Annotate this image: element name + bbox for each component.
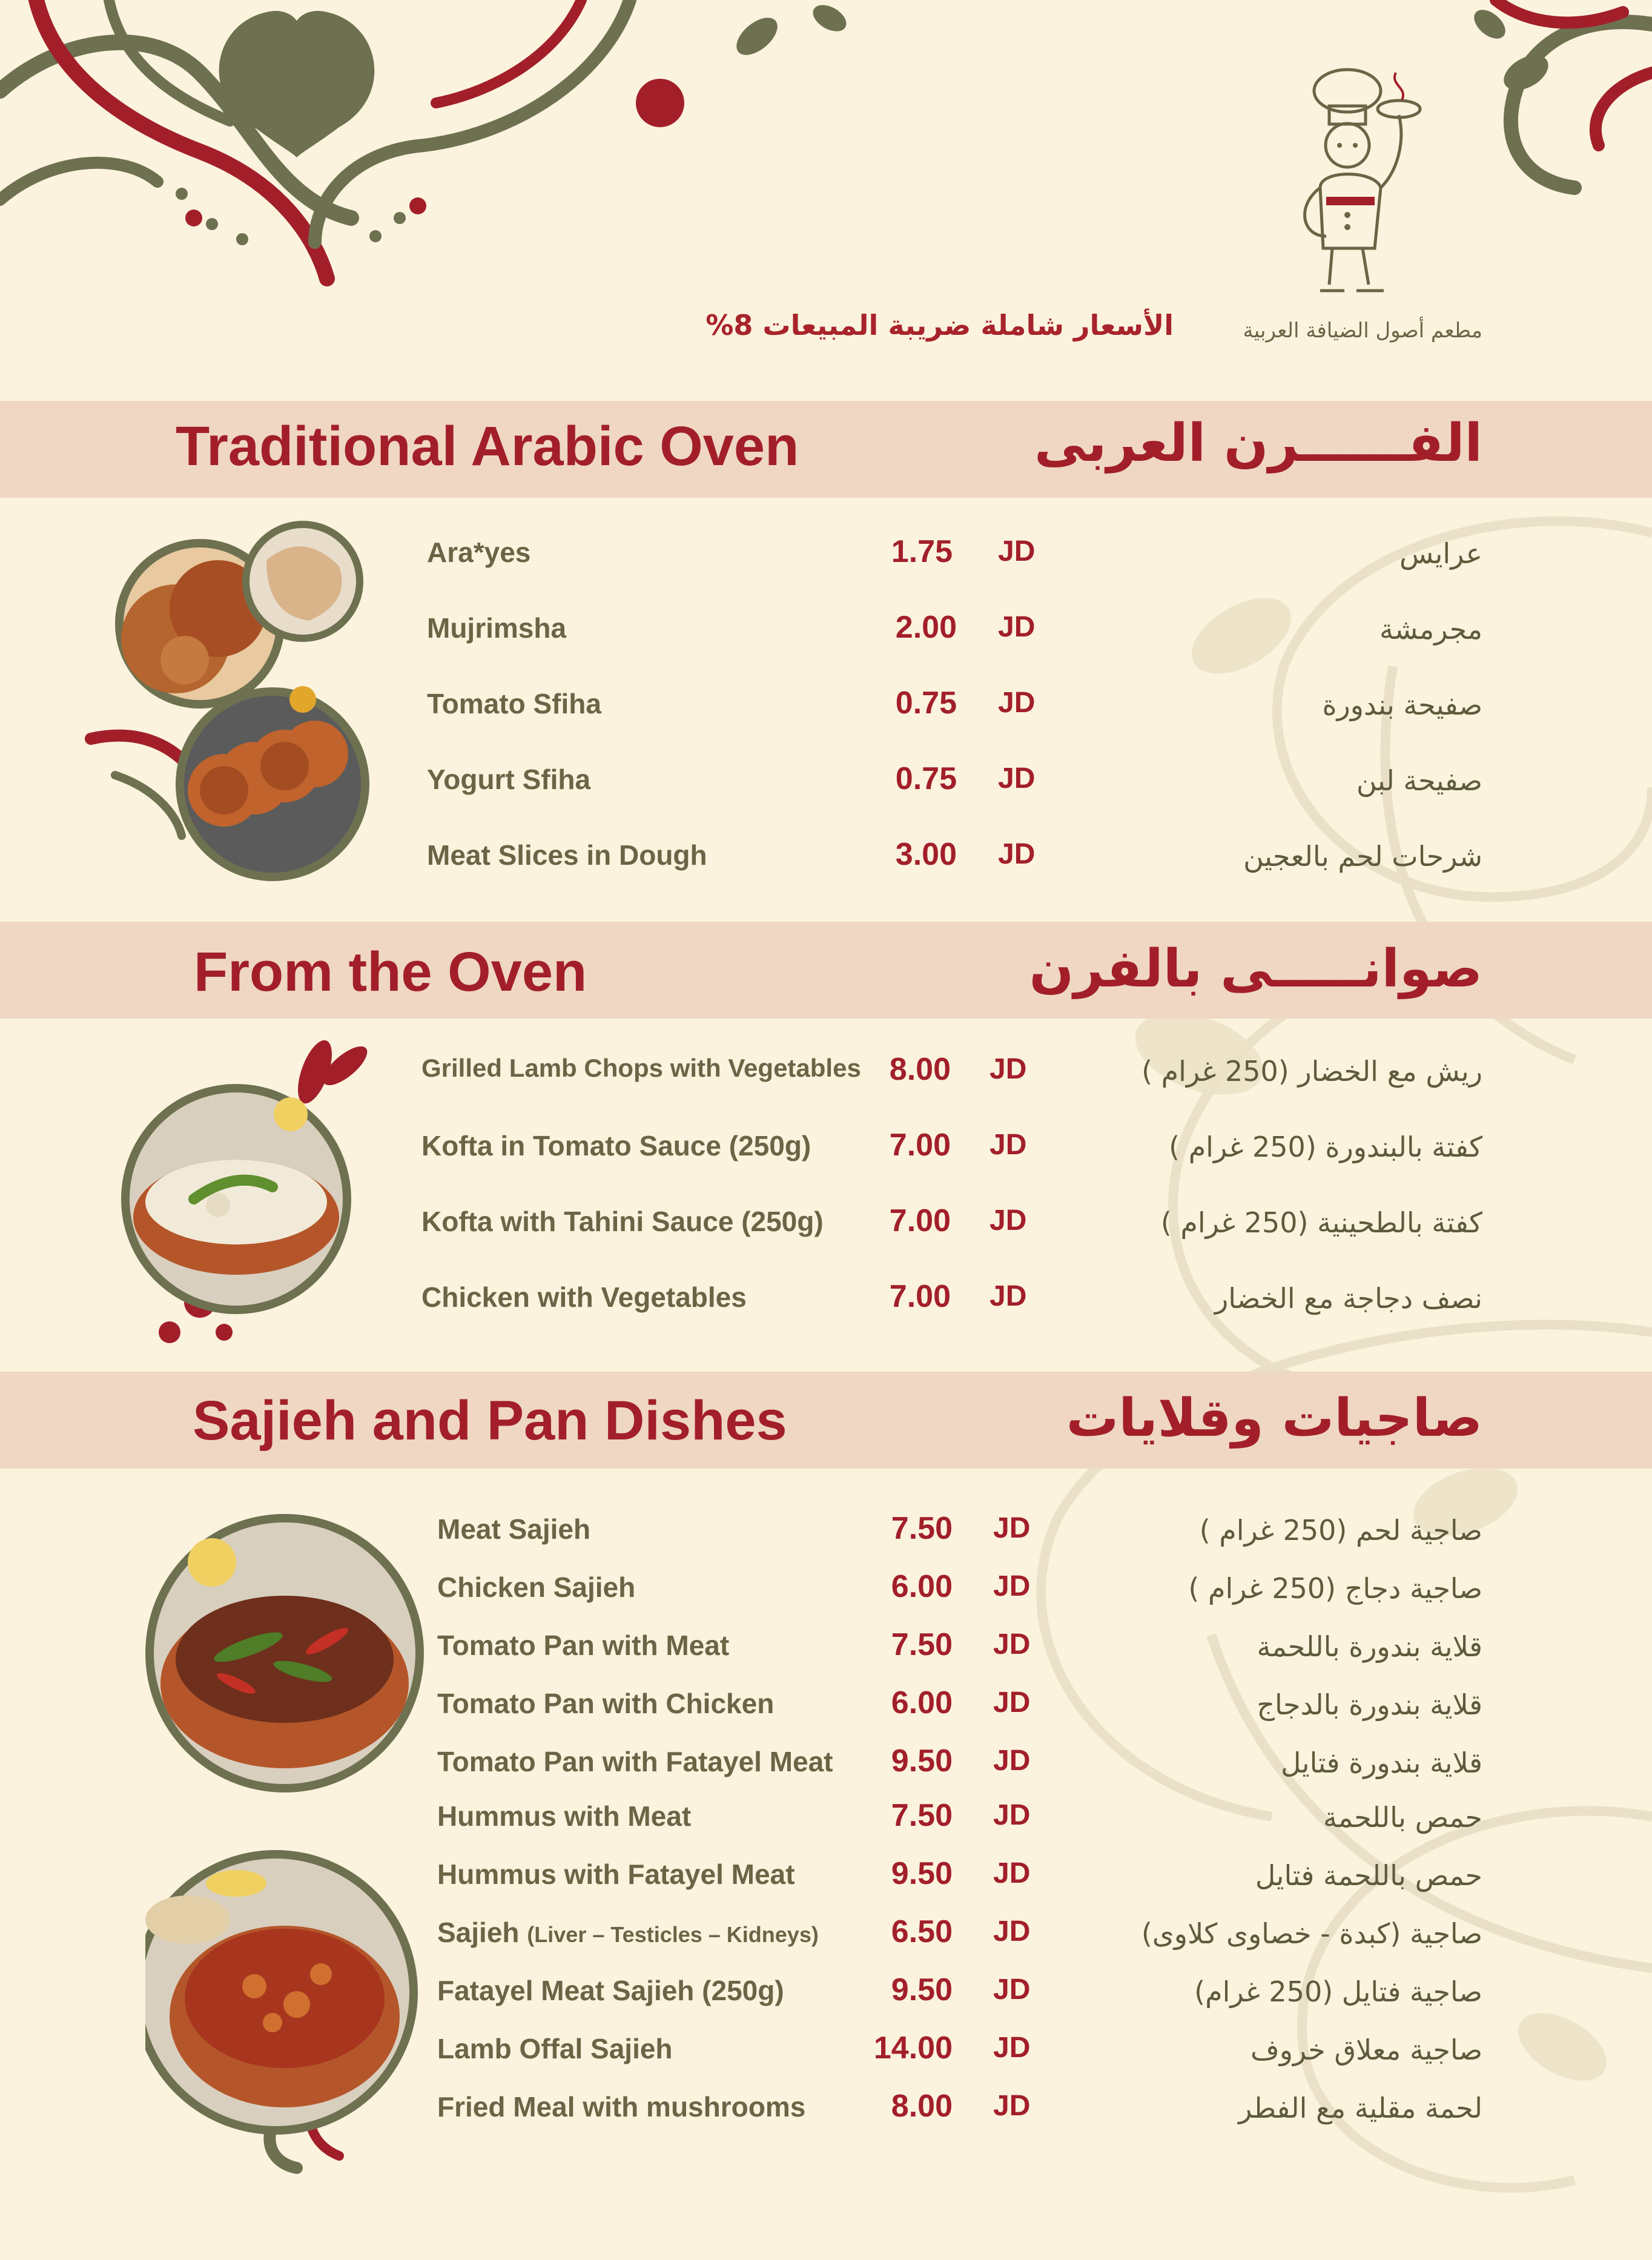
menu-item xyxy=(0,1623,1652,1677)
menu-item xyxy=(0,1048,1652,1102)
item-currency: JD xyxy=(990,1280,1027,1312)
item-price: 7.50 xyxy=(891,1798,953,1833)
item-price: 14.00 xyxy=(873,2030,953,2066)
item-name-ar: نصف دجاجة مع الخضار xyxy=(1215,1282,1482,1315)
item-currency: JD xyxy=(993,1570,1031,1602)
item-name-ar: صاجية معلاق خروف xyxy=(1251,2034,1482,2066)
item-name-ar: شرحات لحم بالعجين xyxy=(1243,840,1482,873)
item-name-ar: حمص باللحمة فتايل xyxy=(1255,1859,1482,1892)
item-name-note: (Liver – Testicles – Kidneys) xyxy=(527,1922,819,1947)
item-price: 0.75 xyxy=(895,761,957,796)
menu-item xyxy=(0,1199,1652,1254)
menu-item xyxy=(0,530,1652,584)
item-name-ar: صاجية دجاج (250 غرام ) xyxy=(1188,1572,1482,1605)
item-price: 0.75 xyxy=(895,686,957,721)
menu-item xyxy=(0,1275,1652,1329)
item-price: 6.00 xyxy=(891,1569,953,1604)
item-name-en: Fatayel Meat Sajieh (250g) xyxy=(437,1975,784,2006)
menu-item xyxy=(0,1852,1652,1906)
item-price: 7.00 xyxy=(889,1279,951,1314)
item-currency: JD xyxy=(993,1799,1031,1831)
item-name-en: Meat Slices in Dough xyxy=(427,839,707,871)
section-title-ar: صاجيات وقلايات xyxy=(1066,1388,1482,1449)
menu-item xyxy=(0,2026,1652,2081)
menu-item xyxy=(0,757,1652,811)
restaurant-name: مطعم أصول الضيافة العربية xyxy=(1243,319,1482,343)
item-price: 9.50 xyxy=(891,1856,953,1891)
menu-item xyxy=(0,833,1652,887)
section-title-en: Sajieh and Pan Dishes xyxy=(193,1390,787,1452)
item-name-ar: لحمة مقلية مع الفطر xyxy=(1238,2092,1482,2124)
item-name-en: Hummus with Fatayel Meat xyxy=(437,1859,795,1890)
item-currency: JD xyxy=(993,1857,1031,1889)
item-name-ar: قلاية بندورة باللحمة xyxy=(1257,1630,1482,1663)
item-currency: JD xyxy=(993,1628,1031,1660)
item-price: 9.50 xyxy=(891,1972,953,2007)
item-name-ar: صاجية (كبدة - خصاوى كلاوى) xyxy=(1141,1917,1482,1950)
item-name-en: Tomato Pan with Chicken xyxy=(437,1688,775,1719)
item-price: 7.00 xyxy=(889,1128,951,1163)
item-price: 3.00 xyxy=(895,837,957,872)
item-name-en: Ara*yes xyxy=(427,537,531,568)
item-price: 1.75 xyxy=(891,534,953,569)
item-price: 6.50 xyxy=(891,1914,953,1949)
item-currency: JD xyxy=(993,1974,1031,2006)
section-title-en: Traditional Arabic Oven xyxy=(176,415,799,477)
item-name-ar: صاجية لحم (250 غرام ) xyxy=(1199,1514,1482,1547)
item-name-en: Hummus with Meat xyxy=(437,1800,692,1832)
item-name-en: Lamb Offal Sajieh xyxy=(437,2033,673,2064)
item-currency: JD xyxy=(993,1687,1031,1719)
item-name-en: Kofta with Tahini Sauce (250g) xyxy=(421,1206,824,1237)
menu-item xyxy=(0,1565,1652,1619)
item-name-ar: ريش مع الخضار (250 غرام ) xyxy=(1142,1055,1482,1088)
item-name-ar: صاجية فتايل (250 غرام) xyxy=(1194,1975,1482,2008)
item-name-en: Meat Sajieh xyxy=(437,1513,591,1545)
item-name-ar: كفتة بالطحينية (250 غرام ) xyxy=(1160,1206,1482,1239)
item-price: 2.00 xyxy=(895,610,957,645)
item-name-en: Grilled Lamb Chops with Vegetables xyxy=(421,1054,861,1082)
item-name-ar: صفيحة بندورة xyxy=(1322,689,1482,721)
item-name-ar: مجرمشة xyxy=(1379,613,1482,646)
item-price: 8.00 xyxy=(889,1052,951,1087)
item-name-ar: قلاية بندورة فتايل xyxy=(1280,1746,1482,1779)
item-name-en xyxy=(437,1916,819,1949)
item-currency: JD xyxy=(993,2090,1031,2122)
menu-item xyxy=(0,1123,1652,1178)
item-name-en: Kofta in Tomato Sauce (250g) xyxy=(421,1130,811,1161)
item-name-ar: قلاية بندورة بالدجاج xyxy=(1257,1688,1482,1721)
item-currency: JD xyxy=(998,535,1036,567)
item-name-en: Fried Meal with mushrooms xyxy=(437,2091,806,2123)
menu-item xyxy=(0,1507,1652,1561)
item-currency: JD xyxy=(990,1053,1027,1085)
item-currency: JD xyxy=(990,1204,1027,1237)
item-name-ar: صفيحة لبن xyxy=(1356,764,1482,797)
item-currency: JD xyxy=(998,838,1036,870)
item-name-en: Mujrimsha xyxy=(427,612,567,644)
menu-item xyxy=(0,606,1652,660)
item-name-ar: حمص باللحمة xyxy=(1323,1801,1482,1834)
item-currency: JD xyxy=(993,1512,1031,1544)
item-price: 6.00 xyxy=(891,1685,953,1720)
item-name-en: Chicken with Vegetables xyxy=(421,1281,747,1313)
item-name-ar: كفتة بالبندورة (250 غرام ) xyxy=(1169,1131,1482,1163)
item-price: 7.00 xyxy=(889,1203,951,1238)
chef-logo xyxy=(1284,67,1423,309)
item-currency: JD xyxy=(998,687,1036,719)
item-name-ar: عرايس xyxy=(1399,537,1482,570)
item-price: 7.50 xyxy=(891,1627,953,1662)
item-price: 7.50 xyxy=(891,1511,953,1546)
section-title-ar: الفــــــرن العربى xyxy=(1034,413,1482,474)
menu-item xyxy=(0,681,1652,736)
item-currency: JD xyxy=(993,1745,1031,1777)
section-title-en: From the Oven xyxy=(194,941,587,1003)
item-currency: JD xyxy=(990,1129,1027,1161)
menu-item xyxy=(0,1968,1652,2023)
item-name-en: Tomato Pan with Meat xyxy=(437,1630,730,1661)
menu-item xyxy=(0,1739,1652,1794)
item-currency: JD xyxy=(993,2032,1031,2064)
item-name-main: Sajieh xyxy=(437,1917,520,1948)
item-currency: JD xyxy=(998,762,1036,795)
section-title-ar: صوانـــــى بالفرن xyxy=(1029,939,1482,999)
item-name-en: Yogurt Sfiha xyxy=(427,764,591,795)
item-price: 9.50 xyxy=(891,1743,953,1779)
item-currency: JD xyxy=(998,611,1036,643)
item-name-en: Tomato Pan with Fatayel Meat xyxy=(437,1746,833,1777)
tax-note: الأسعار شاملة ضريبة المبيعات 8% xyxy=(705,309,1174,342)
item-currency: JD xyxy=(993,1915,1031,1948)
menu-item xyxy=(0,1910,1652,1964)
item-name-en: Tomato Sfiha xyxy=(427,688,601,719)
item-name-en: Chicken Sajieh xyxy=(437,1571,636,1603)
item-price: 8.00 xyxy=(891,2089,953,2124)
menu-item xyxy=(0,1794,1652,1848)
menu-item xyxy=(0,1681,1652,1736)
menu-item xyxy=(0,2084,1652,2139)
